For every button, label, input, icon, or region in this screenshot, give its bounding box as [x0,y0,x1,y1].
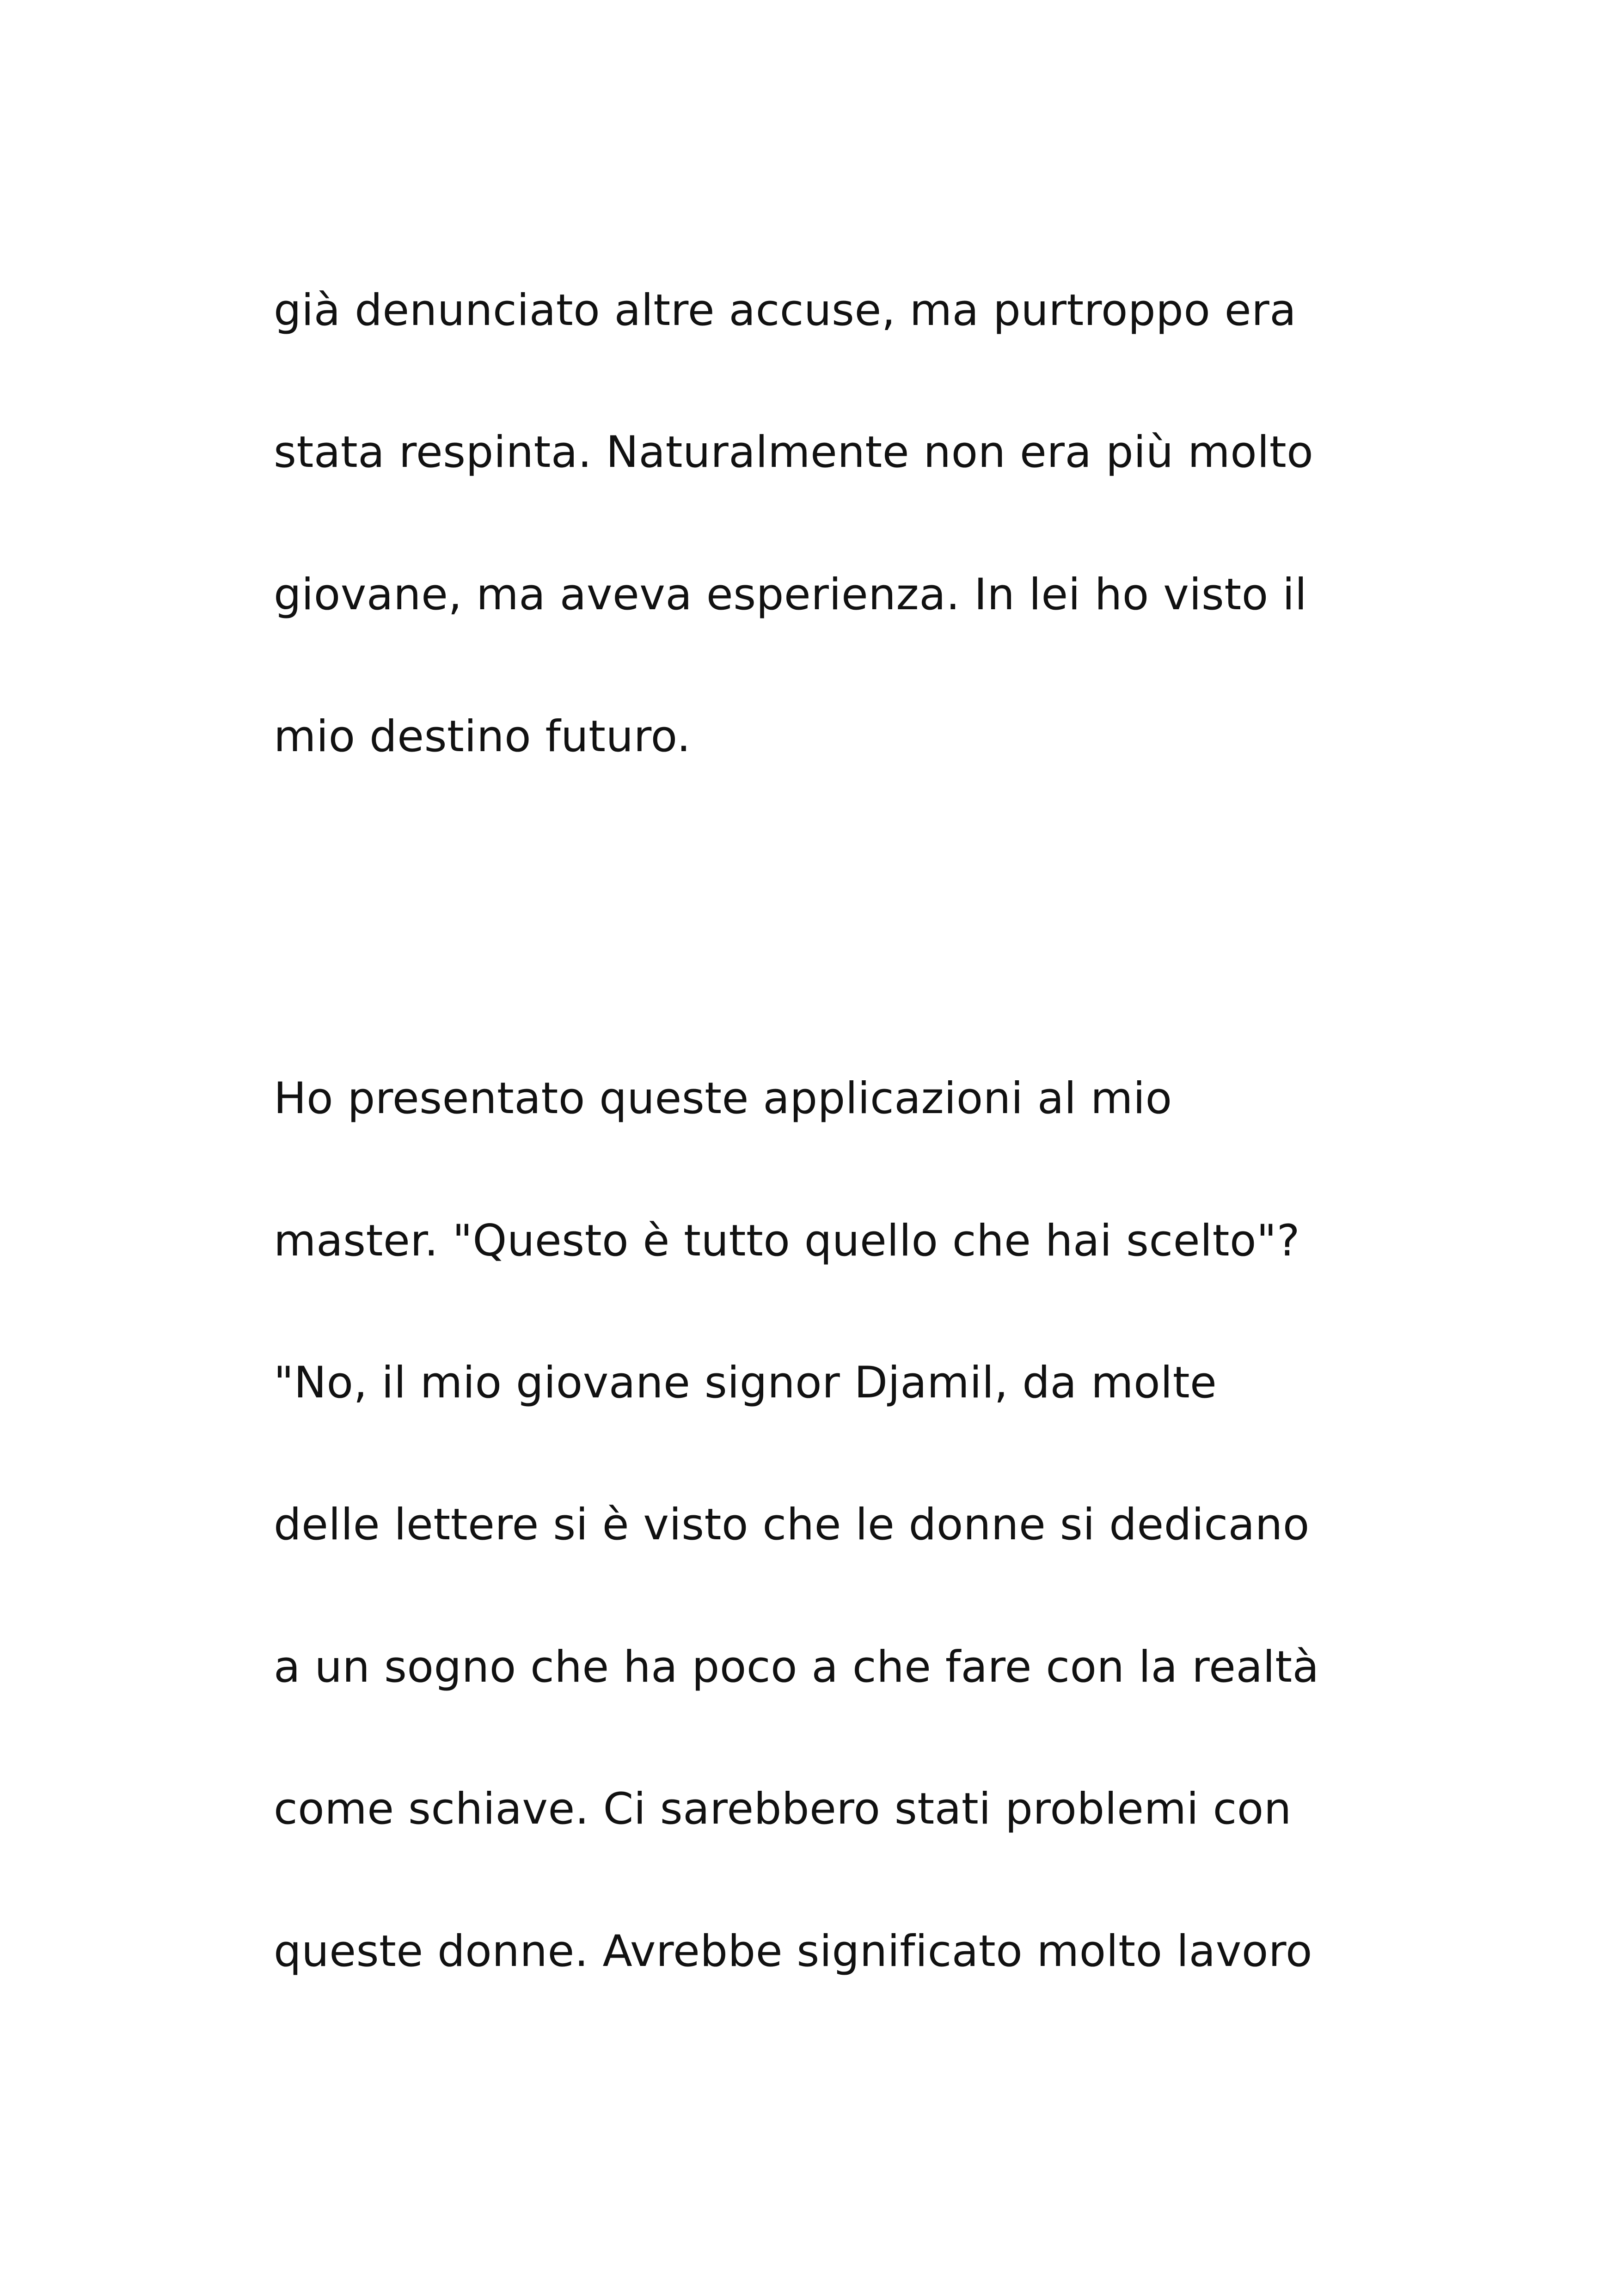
text-line: "No, il mio giovane signor Djamil, da molte [274,1358,1217,1408]
text-line: master. "Questo è tutto quello che hai scelto"? [274,1216,1300,1266]
text-line: a un sogno che ha poco a che fare con la realtà [274,1642,1319,1692]
text-line: mio destino futuro. [274,711,691,762]
text-line: queste donne. Avrebbe significato molto lavoro [274,1926,1313,1977]
text-line: già denunciato altre accuse, ma purtroppo era [274,285,1297,336]
text-line: giovane, ma aveva esperienza. In lei ho visto il [274,569,1307,620]
text-line: delle lettere si è visto che le donne si dedicano [274,1500,1310,1550]
text-line: Ho presentato queste applicazioni al mio [274,1073,1172,1124]
text-line: stata respinta. Naturalmente non era più molto [274,427,1314,478]
text-line: come schiave. Ci sarebbero stati problemi con [274,1784,1292,1834]
